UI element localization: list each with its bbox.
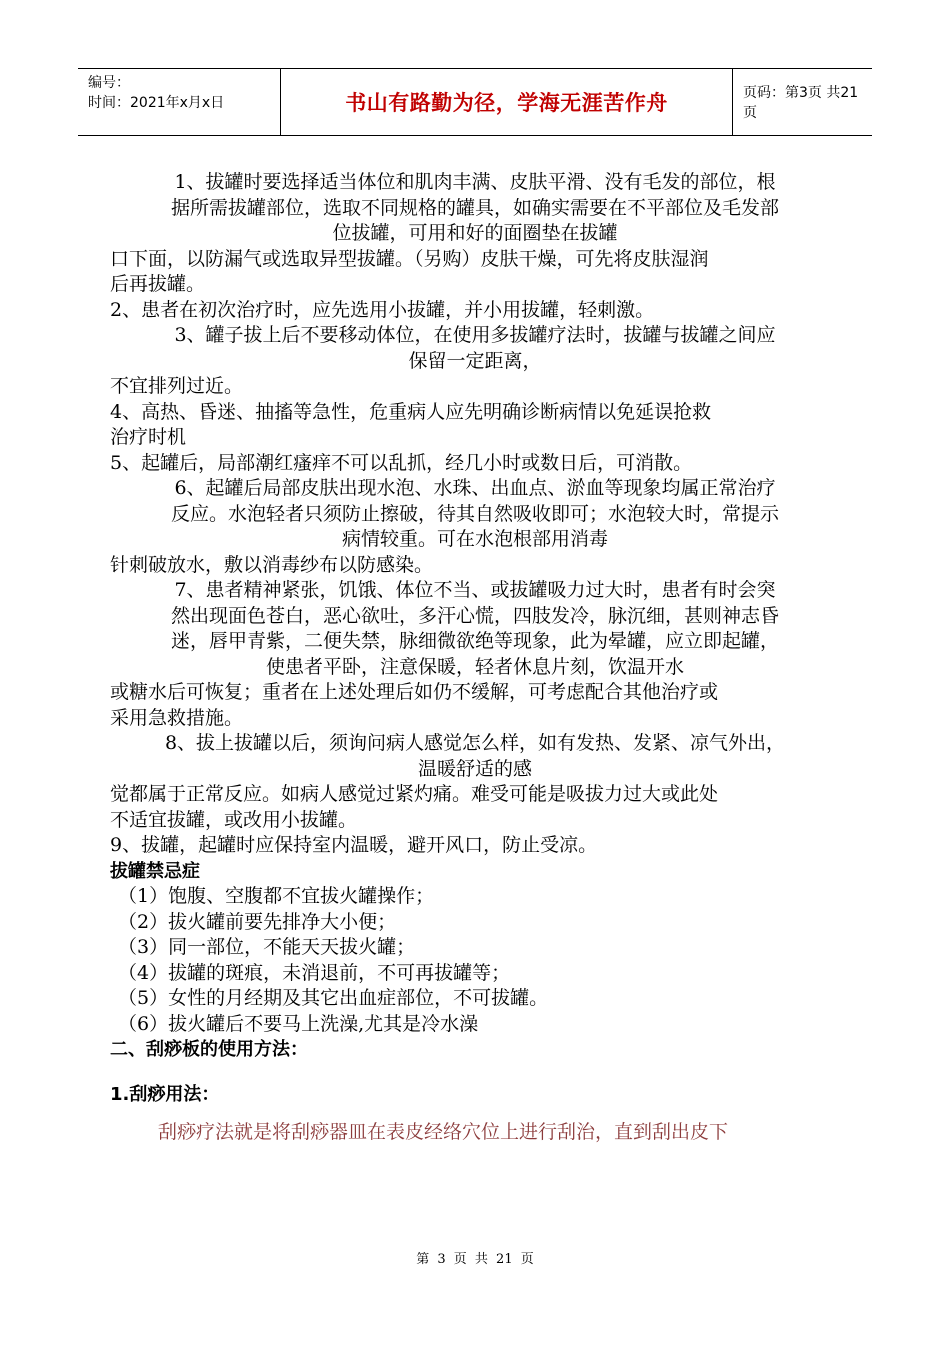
text-line: 觉都属于正常反应。如病人感觉过紧灼痛。难受可能是吸拔力过大或此处	[110, 783, 719, 805]
page-footer: 第 3 页 共 21 页	[416, 1252, 534, 1267]
text-line: 位拔罐，可用和好的面圈垫在拔罐	[332, 222, 618, 244]
text-line: 然出现面色苍白，恶心欲吐，多汗心慌，四肢发冷，脉沉细，甚则神志昏	[170, 604, 779, 627]
text-line: 6、起罐后局部皮肤出现水泡、水珠、出血点、淤血等现象均属正常治疗	[174, 477, 776, 499]
motto-text: 书山有路勤为径，学海无涯苦作舟	[345, 91, 668, 115]
text-line: 后再拔罐。	[110, 273, 206, 295]
text-line: 口下面，以防漏气或选取异型拔罐。（另购）皮肤干燥，可先将皮肤湿润	[110, 247, 709, 270]
text-line: 温暖舒适的感	[417, 757, 532, 780]
section-subheading-block	[110, 1082, 840, 1108]
text-line: 反应。水泡轻者只须防止擦破，待其自然吸收即可；水泡较大时，常提示	[170, 502, 779, 525]
header-info-cell	[78, 69, 281, 135]
text-line: （5）女性的月经期及其它出血症部位，不可拔罐。	[118, 987, 549, 1009]
text-line: 或糖水后可恢复；重者在上述处理后如仍不缓解，可考虑配合其他治疗或	[110, 681, 719, 703]
text-line: 针刺破放水，敷以消毒纱布以防感染。	[110, 553, 434, 576]
text-line: 使患者平卧，注意保暖，轻者休息片刻，饮温开水	[265, 655, 684, 678]
text-line: 1、拔罐时要选择适当体位和肌肉丰满、皮肤平滑、没有毛发的部位，根	[174, 171, 776, 193]
text-line: 病情较重。可在水泡根部用消毒	[341, 528, 608, 550]
text-line: （6）拔火罐后不要马上洗澡,尤其是冷水澡	[118, 1012, 479, 1035]
page-info: 页码：第3页 共21页	[743, 85, 859, 121]
section-heading: 二、刮痧板的使用方法：	[110, 1039, 308, 1060]
header-table	[78, 68, 872, 136]
document-body	[110, 170, 840, 1063]
text-line: （1）饱腹、空腹都不宜拔火罐操作；	[118, 885, 435, 907]
section-heading: 拔罐禁忌症	[110, 860, 200, 882]
text-line: 据所需拔罐部位，选取不同规格的罐具，如确实需要在不平部位及毛发部	[170, 196, 779, 219]
brown-paragraph-block	[110, 1120, 840, 1146]
text-line: 不宜排列过近。	[110, 375, 244, 397]
text-line: （2）拔火罐前要先排净大小便；	[118, 910, 397, 933]
text-line: 采用急救措施。	[110, 706, 244, 729]
text-line: 9、拔罐，起罐时应保持室内温暖，避开风口，防止受凉。	[110, 834, 598, 856]
text-line: 不适宜拔罐，或改用小拔罐。	[110, 808, 358, 831]
text-line: 治疗时机	[110, 426, 187, 448]
text-line: 迷，唇甲青紫，二便失禁，脉细微欲绝等现象，此为晕罐，应立即起罐，	[170, 630, 779, 652]
text-line: （3）同一部位，不能天天拔火罐；	[118, 936, 416, 958]
text-line: 5、起罐后，局部潮红瘙痒不可以乱抓，经几小时或数日后，可消散。	[110, 451, 693, 474]
header-motto-cell	[281, 69, 733, 135]
text-line: 8、拔上拔罐以后，须询问病人感觉怎么样，如有发热、发紧、凉气外出，	[164, 732, 786, 754]
text-line: 2、患者在初次治疗时，应先选用小拔罐，并小用拔罐，轻刺激。	[110, 298, 655, 321]
text-line: 7、患者精神紧张，饥饿、体位不当、或拔罐吸力过大时，患者有时会突	[174, 579, 776, 601]
header-page-cell	[733, 69, 872, 135]
text-line: 4、高热、昏迷、抽搐等急性，危重病人应先明确诊断病情以免延误抢救	[110, 400, 712, 423]
brown-paragraph-line: 刮痧疗法就是将刮痧器皿在表皮经络穴位上进行刮治，直到刮出皮下	[158, 1121, 729, 1143]
text-line: 3、罐子拔上后不要移动体位，在使用多拔罐疗法时，拔罐与拔罐之间应	[174, 324, 776, 346]
date-line: 时间：2021年x月x日	[88, 95, 225, 111]
number-label: 编号：	[88, 75, 130, 91]
text-line: 保留一定距离，	[408, 349, 542, 372]
subheading: 1.刮痧用法：	[110, 1084, 220, 1105]
text-line: （4）拔罐的斑痕，未消退前，不可再拔罐等；	[118, 961, 511, 984]
